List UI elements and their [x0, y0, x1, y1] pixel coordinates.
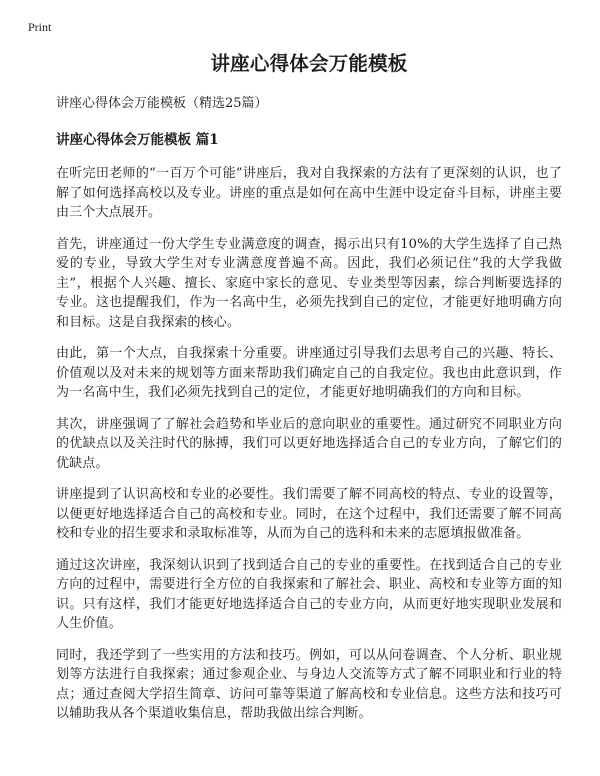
page-title: 讲座心得体会万能模板 — [210, 52, 408, 75]
document-subtitle: 讲座心得体会万能模板（精选25篇） — [56, 96, 268, 111]
print-link[interactable]: Print — [28, 20, 52, 34]
paragraph-2: 首先，讲座通过一份大学生专业满意度的调查，揭示出只有10%的大学生选择了自己热爱的专业，导致大学生对专业满意度普遍不高。因此，我们必须记住“我的大学我做主”，根据个人兴趣、擅长、家庭中家长的意见、专业类型等因素，综合判断要选择的专业。这也提醒我们，作为一名高中生，必须先找到自己的定位，才能更好地明确方向和目标。这是自我探索的核心。 — [56, 236, 562, 330]
document-page — [56, 52, 562, 736]
paragraph-5: 讲座提到了认识高校和专业的必要性。我们需要了解不同高校的特点、专业的设置等，以便更好地选择适合自己的高校和专业。同时，在这个过程中，我们还需要了解不同高校和专业的招生要求和录取标准等，从而为自己的选科和未来的志愿填报做准备。 — [56, 487, 562, 541]
paragraph-4: 其次，讲座强调了了解社会趋势和毕业后的意向职业的重要性。通过研究不同职业方向的优缺点以及关注时代的脉搏，我们可以更好地选择适合自己的专业方向，了解它们的优缺点。 — [56, 416, 562, 471]
paragraph-6: 通过这次讲座，我深刻认识到了找到适合自己的专业的重要性。在找到适合自己的专业方向的过程中，需要进行全方位的自我探索和了解社会、职业、高校和专业等方面的知识。只有这样，我们才能更好地选择适合自己的专业方向，从而更好地实现职业发展和人生价值。 — [56, 557, 562, 631]
paragraph-1: 在听完田老师的“一百万个可能”讲座后，我对自我探索的方法有了更深刻的认识，也了解了如何选择高校以及专业。讲座的重点是如何在高中生涯中设定奋斗目标，讲座主要由三个大点展开。 — [56, 166, 562, 220]
section-heading: 讲座心得体会万能模板 篇1 — [56, 132, 219, 148]
paragraph-3: 由此，第一个大点，自我探索十分重要。讲座通过引导我们去思考自己的兴趣、特长、价值观以及对未来的规划等方面来帮助我们确定自己的自我定位。我也由此意识到，作为一名高中生，我们必须先找到自己的定位，才能更好地明确我们的方向和目标。 — [56, 346, 562, 400]
paragraph-7: 同时，我还学到了一些实用的方法和技巧。例如，可以从问卷调查、个人分析、职业规划等方法进行自我探索；通过参观企业、与身边人交流等方式了解不同职业和行业的特点；通过查阅大学招生简章、访问可靠等渠道了解高校和专业信息。这些方法和技巧可以辅助我从各个渠道收集信息，帮助我做出综合判断。 — [56, 647, 562, 721]
